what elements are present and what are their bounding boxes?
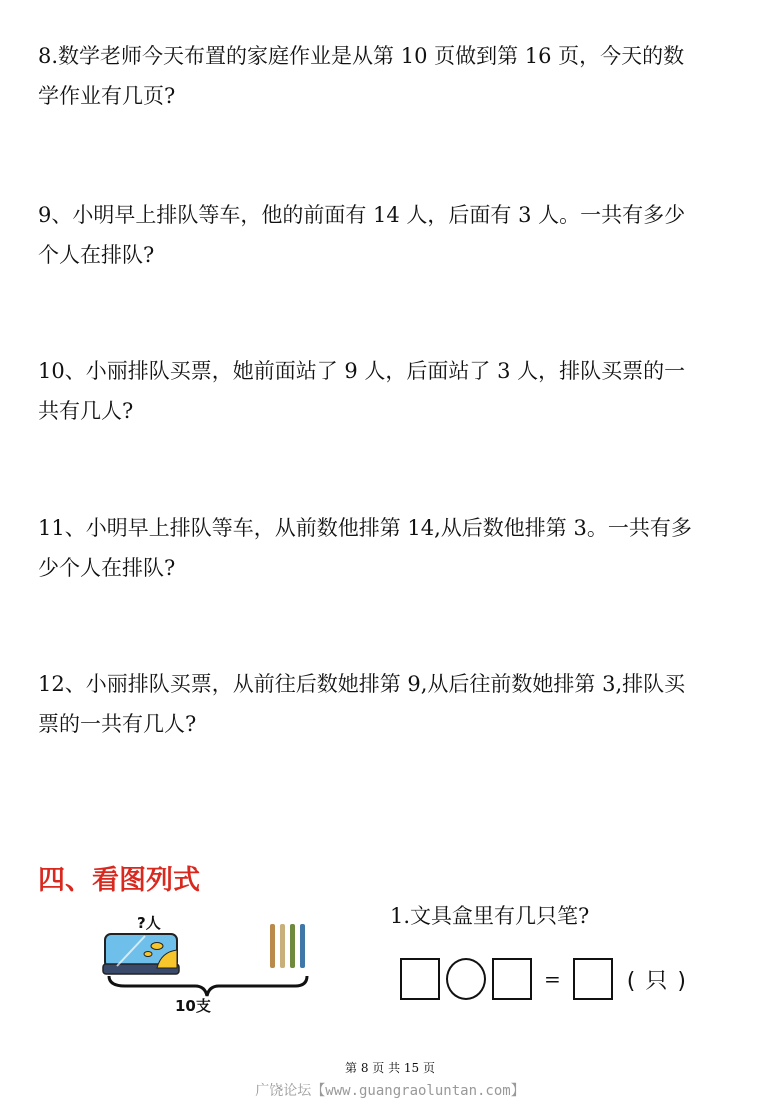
question-line: 共有几人? [38, 399, 134, 423]
pencils-icon [270, 924, 305, 968]
question-11 [38, 508, 743, 588]
total-label: 10支 [175, 997, 211, 1015]
answer-box[interactable] [492, 958, 532, 1000]
question-line: 9、小明早上排队等车，他的前面有 14 人，后面有 3 人。一共有多少 [38, 203, 686, 227]
operator-circle[interactable] [446, 958, 486, 1000]
unknown-label: ?人 [137, 914, 161, 932]
question-line: 票的一共有几人? [38, 712, 197, 736]
question-line: 学作业有几页? [38, 84, 176, 108]
question-line: 12、小丽排队买票，从前往后数她排第 9,从后往前数她排第 3,排队买 [38, 672, 686, 696]
pencil-case-illustration [95, 920, 325, 1000]
site-watermark: 广饶论坛【www.guangraoluntan.com】 [255, 1083, 525, 1099]
equation [400, 958, 696, 1000]
question-line: 8.数学老师今天布置的家庭作业是从第 10 页做到第 16 页，今天的数 [38, 44, 685, 68]
pencil-case-icon [103, 934, 179, 974]
page-number: 第 8 页 共 15 页 [345, 1061, 435, 1075]
brace-icon [109, 976, 307, 996]
equals-sign: = [544, 967, 561, 991]
question-line: 10、小丽排队买票，她前面站了 9 人，后面站了 3 人，排队买票的一 [38, 359, 686, 383]
question-line: 11、小明早上排队等车，从前数他排第 14,从后数他排第 3。一共有多 [38, 516, 692, 540]
answer-box[interactable] [400, 958, 440, 1000]
problem-text: 1.文具盒里有几只笔? [390, 904, 590, 928]
unit-label: (只) [626, 968, 696, 994]
question-9 [38, 195, 743, 275]
question-line: 少个人在排队? [38, 556, 176, 580]
question-10 [38, 351, 743, 431]
result-box[interactable] [573, 958, 613, 1000]
question-12 [38, 664, 743, 744]
question-line: 个人在排队? [38, 243, 155, 267]
section-heading: 四、看图列式 [38, 865, 200, 896]
question-8 [38, 36, 743, 116]
